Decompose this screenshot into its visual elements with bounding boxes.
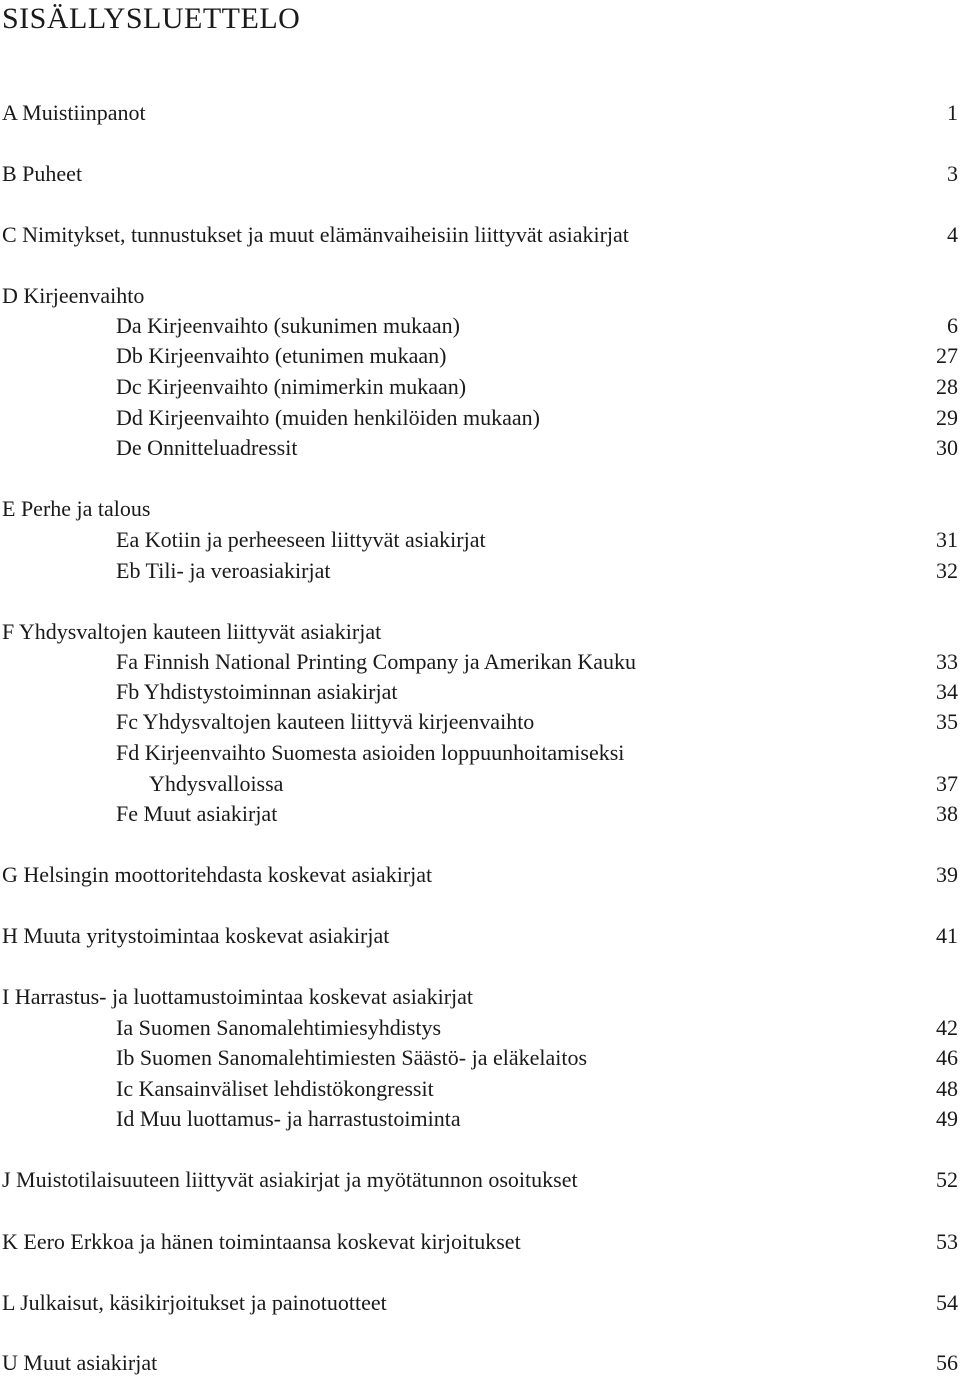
- toc-entry: [0, 98, 958, 128]
- toc-subentry: [0, 372, 958, 402]
- entry-label: K Eero Erkkoa ja hänen toimintaansa koskevat kirjoitukset: [2, 1229, 521, 1254]
- entry-label: Fd Kirjeenvaihto Suomesta asioiden loppuunhoitamiseksi: [116, 740, 625, 765]
- entry-page-number: 4: [947, 222, 958, 247]
- entry-page-number: 32: [936, 558, 958, 583]
- toc-subentry: [0, 647, 958, 677]
- toc-section-heading: [0, 982, 958, 1012]
- toc-subentry: [0, 799, 958, 829]
- entry-page-number: 6: [947, 313, 958, 338]
- entry-label: C Nimitykset, tunnustukset ja muut elämänvaiheisiin liittyvät asiakirjat: [2, 222, 629, 247]
- entry-label: Yhdysvalloissa: [149, 771, 284, 796]
- entry-label: Da Kirjeenvaihto (sukunimen mukaan): [116, 313, 460, 338]
- toc-subentry-continuation: [0, 769, 958, 799]
- entry-label: Ic Kansainväliset lehdistökongressit: [116, 1076, 434, 1101]
- toc-entry: [0, 1227, 958, 1257]
- toc-entry: [0, 159, 958, 189]
- entry-label: J Muistotilaisuuteen liittyvät asiakirjat ja myötätunnon osoitukset: [2, 1167, 578, 1192]
- toc-entry: [0, 1165, 958, 1195]
- entry-page-number: 38: [936, 801, 958, 826]
- entry-page-number: 41: [936, 923, 958, 948]
- entry-label: Fb Yhdistystoiminnan asiakirjat: [116, 679, 398, 704]
- entry-label: A Muistiinpanot: [2, 100, 146, 125]
- entry-page-number: 29: [936, 405, 958, 430]
- toc-subentry: [0, 311, 958, 341]
- toc-subentry: [0, 677, 958, 707]
- entry-label: U Muut asiakirjat: [2, 1350, 158, 1375]
- toc-subentry: [0, 556, 958, 586]
- toc-subentry: [0, 403, 958, 433]
- entry-label: Id Muu luottamus- ja harrastustoiminta: [116, 1106, 461, 1131]
- entry-label: B Puheet: [2, 161, 83, 186]
- entry-page-number: 31: [936, 527, 958, 552]
- toc-entry: [0, 220, 958, 250]
- entry-label: Fe Muut asiakirjat: [116, 801, 278, 826]
- entry-page-number: 56: [936, 1350, 958, 1375]
- toc-section-heading: [0, 494, 958, 524]
- toc-subentry: [0, 1074, 958, 1104]
- entry-label: Fc Yhdysvaltojen kauteen liittyvä kirjeenvaihto: [116, 709, 535, 734]
- entry-page-number: 53: [936, 1229, 958, 1254]
- toc-subentry: [0, 525, 958, 555]
- toc-entry: [0, 1288, 958, 1318]
- entry-label: Db Kirjeenvaihto (etunimen mukaan): [116, 343, 447, 368]
- entry-label: De Onnitteluadressit: [116, 435, 298, 460]
- toc-subentry: [0, 433, 958, 463]
- entry-page-number: 27: [936, 343, 958, 368]
- toc-subentry: [0, 738, 958, 768]
- toc-entry: [0, 860, 958, 890]
- entry-label: I Harrastus- ja luottamustoimintaa koskevat asiakirjat: [2, 984, 474, 1009]
- toc-entry: [0, 921, 958, 951]
- toc-section-heading: [0, 617, 958, 647]
- entry-page-number: 49: [936, 1106, 958, 1131]
- entry-page-number: 46: [936, 1045, 958, 1070]
- toc-subentry: [0, 1013, 958, 1043]
- toc-subentry: [0, 707, 958, 737]
- entry-page-number: 28: [936, 374, 958, 399]
- entry-label: L Julkaisut, käsikirjoitukset ja painotuotteet: [2, 1290, 387, 1315]
- entry-page-number: 52: [936, 1167, 958, 1192]
- toc-subentry: [0, 1043, 958, 1073]
- entry-label: D Kirjeenvaihto: [2, 283, 145, 308]
- toc-subentry: [0, 1104, 958, 1134]
- entry-label: H Muuta yritystoimintaa koskevat asiakirjat: [2, 923, 390, 948]
- entry-page-number: 42: [936, 1015, 958, 1040]
- entry-page-number: 39: [936, 862, 958, 887]
- entry-label: Ib Suomen Sanomalehtimiesten Säästö- ja eläkelaitos: [116, 1045, 588, 1070]
- toc-entry: [0, 1348, 958, 1378]
- entry-label: E Perhe ja talous: [2, 496, 151, 521]
- entry-page-number: 3: [947, 161, 958, 186]
- entry-label: Eb Tili- ja veroasiakirjat: [116, 558, 331, 583]
- entry-label: G Helsingin moottoritehdasta koskevat asiakirjat: [2, 862, 433, 887]
- entry-page-number: 37: [936, 771, 958, 796]
- entry-label: F Yhdysvaltojen kauteen liittyvät asiakirjat: [2, 619, 382, 644]
- entry-label: Dc Kirjeenvaihto (nimimerkin mukaan): [116, 374, 467, 399]
- toc-section-heading: [0, 281, 958, 311]
- toc-subentry: [0, 341, 958, 371]
- entry-label: Dd Kirjeenvaihto (muiden henkilöiden mukaan): [116, 405, 540, 430]
- entry-label: Ea Kotiin ja perheeseen liittyvät asiakirjat: [116, 527, 486, 552]
- entry-page-number: 34: [936, 679, 958, 704]
- entry-page-number: 30: [936, 435, 958, 460]
- entry-page-number: 1: [947, 100, 958, 125]
- entry-page-number: 54: [936, 1290, 958, 1315]
- entry-page-number: 33: [936, 649, 958, 674]
- entry-page-number: 35: [936, 709, 958, 734]
- page-title: SISÄLLYSLUETTELO: [2, 2, 301, 35]
- entry-label: Ia Suomen Sanomalehtimiesyhdistys: [116, 1015, 442, 1040]
- entry-label: Fa Finnish National Printing Company ja Amerikan Kauku: [116, 649, 637, 674]
- entry-page-number: 48: [936, 1076, 958, 1101]
